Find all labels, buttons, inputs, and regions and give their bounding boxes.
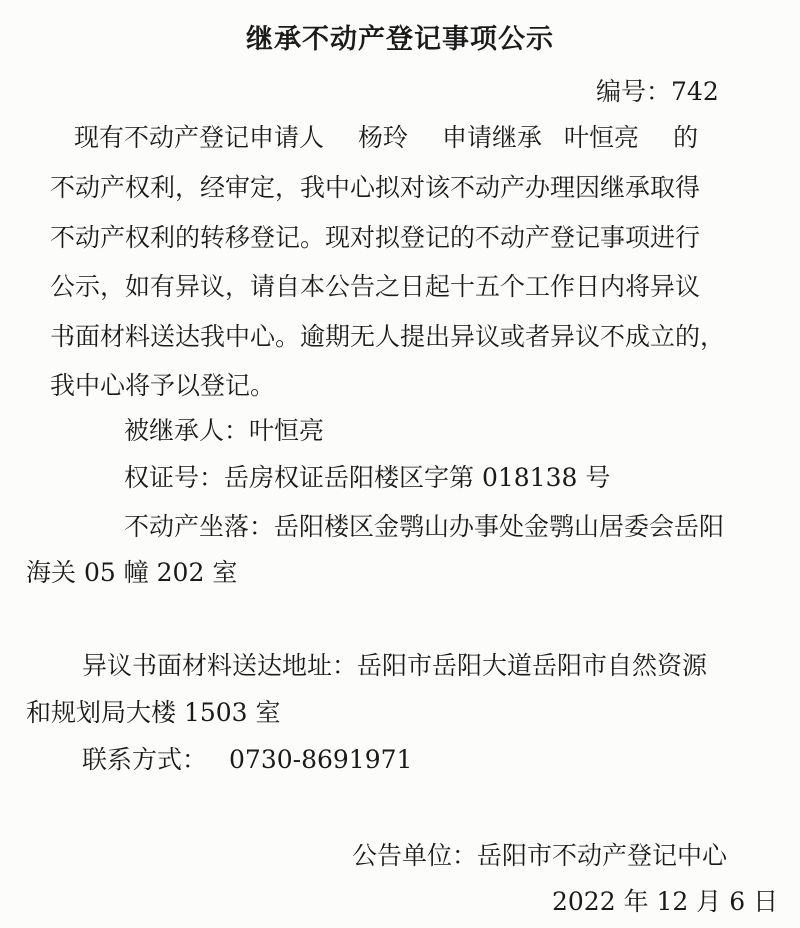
body-line: 书面材料送达我中心。逾期无人提出异议或者异议不成立的，: [50, 322, 726, 351]
intro-middle: 申请继承: [442, 123, 543, 152]
heir-line: 被继承人：叶恒亮: [124, 416, 325, 445]
body-line: 我中心将予以登记。: [50, 371, 276, 400]
decedent-name: 叶恒亮: [564, 123, 640, 152]
intro-suffix: 的: [673, 123, 699, 152]
document-number-value: 742: [671, 77, 719, 106]
contact-label: 联系方式：: [82, 745, 208, 774]
issuer-line: 公告单位：岳阳市不动产登记中心: [352, 841, 728, 870]
intro-line: [74, 122, 698, 154]
certificate-label: 权证号：: [124, 463, 225, 492]
document-title: 继承不动产登记事项公示: [246, 24, 554, 55]
intro-prefix: 现有不动产登记申请人: [74, 123, 325, 152]
body-line: 公示，如有异议，请自本公告之日起十五个工作日内将异议: [50, 272, 701, 301]
location-line-continued: 海关 05 幢 202 室: [26, 558, 238, 587]
document-number: [596, 76, 719, 108]
document-number-label: 编号：: [596, 77, 672, 106]
location-line: 不动产坐落：岳阳楼区金鹗山办事处金鹗山居委会岳阳: [124, 512, 725, 541]
contact-phone: 0730-8691971: [229, 745, 413, 774]
issue-date: 2022 年 12 月 6 日: [552, 887, 779, 916]
contact-line: [82, 744, 412, 776]
certificate-value: 岳房权证岳阳楼区字第 018138 号: [224, 463, 611, 492]
applicant-name: 杨玲: [358, 123, 409, 152]
objection-address-line-continued: 和规划局大楼 1503 室: [26, 698, 281, 727]
objection-address-line: 异议书面材料送达地址：岳阳市岳阳大道岳阳市自然资源: [82, 651, 708, 680]
certificate-line: [124, 462, 610, 494]
body-line: 不动产权利的转移登记。现对拟登记的不动产登记事项进行: [50, 223, 701, 252]
body-line: 不动产权利，经审定，我中心拟对该不动产办理因继承取得: [50, 173, 701, 202]
